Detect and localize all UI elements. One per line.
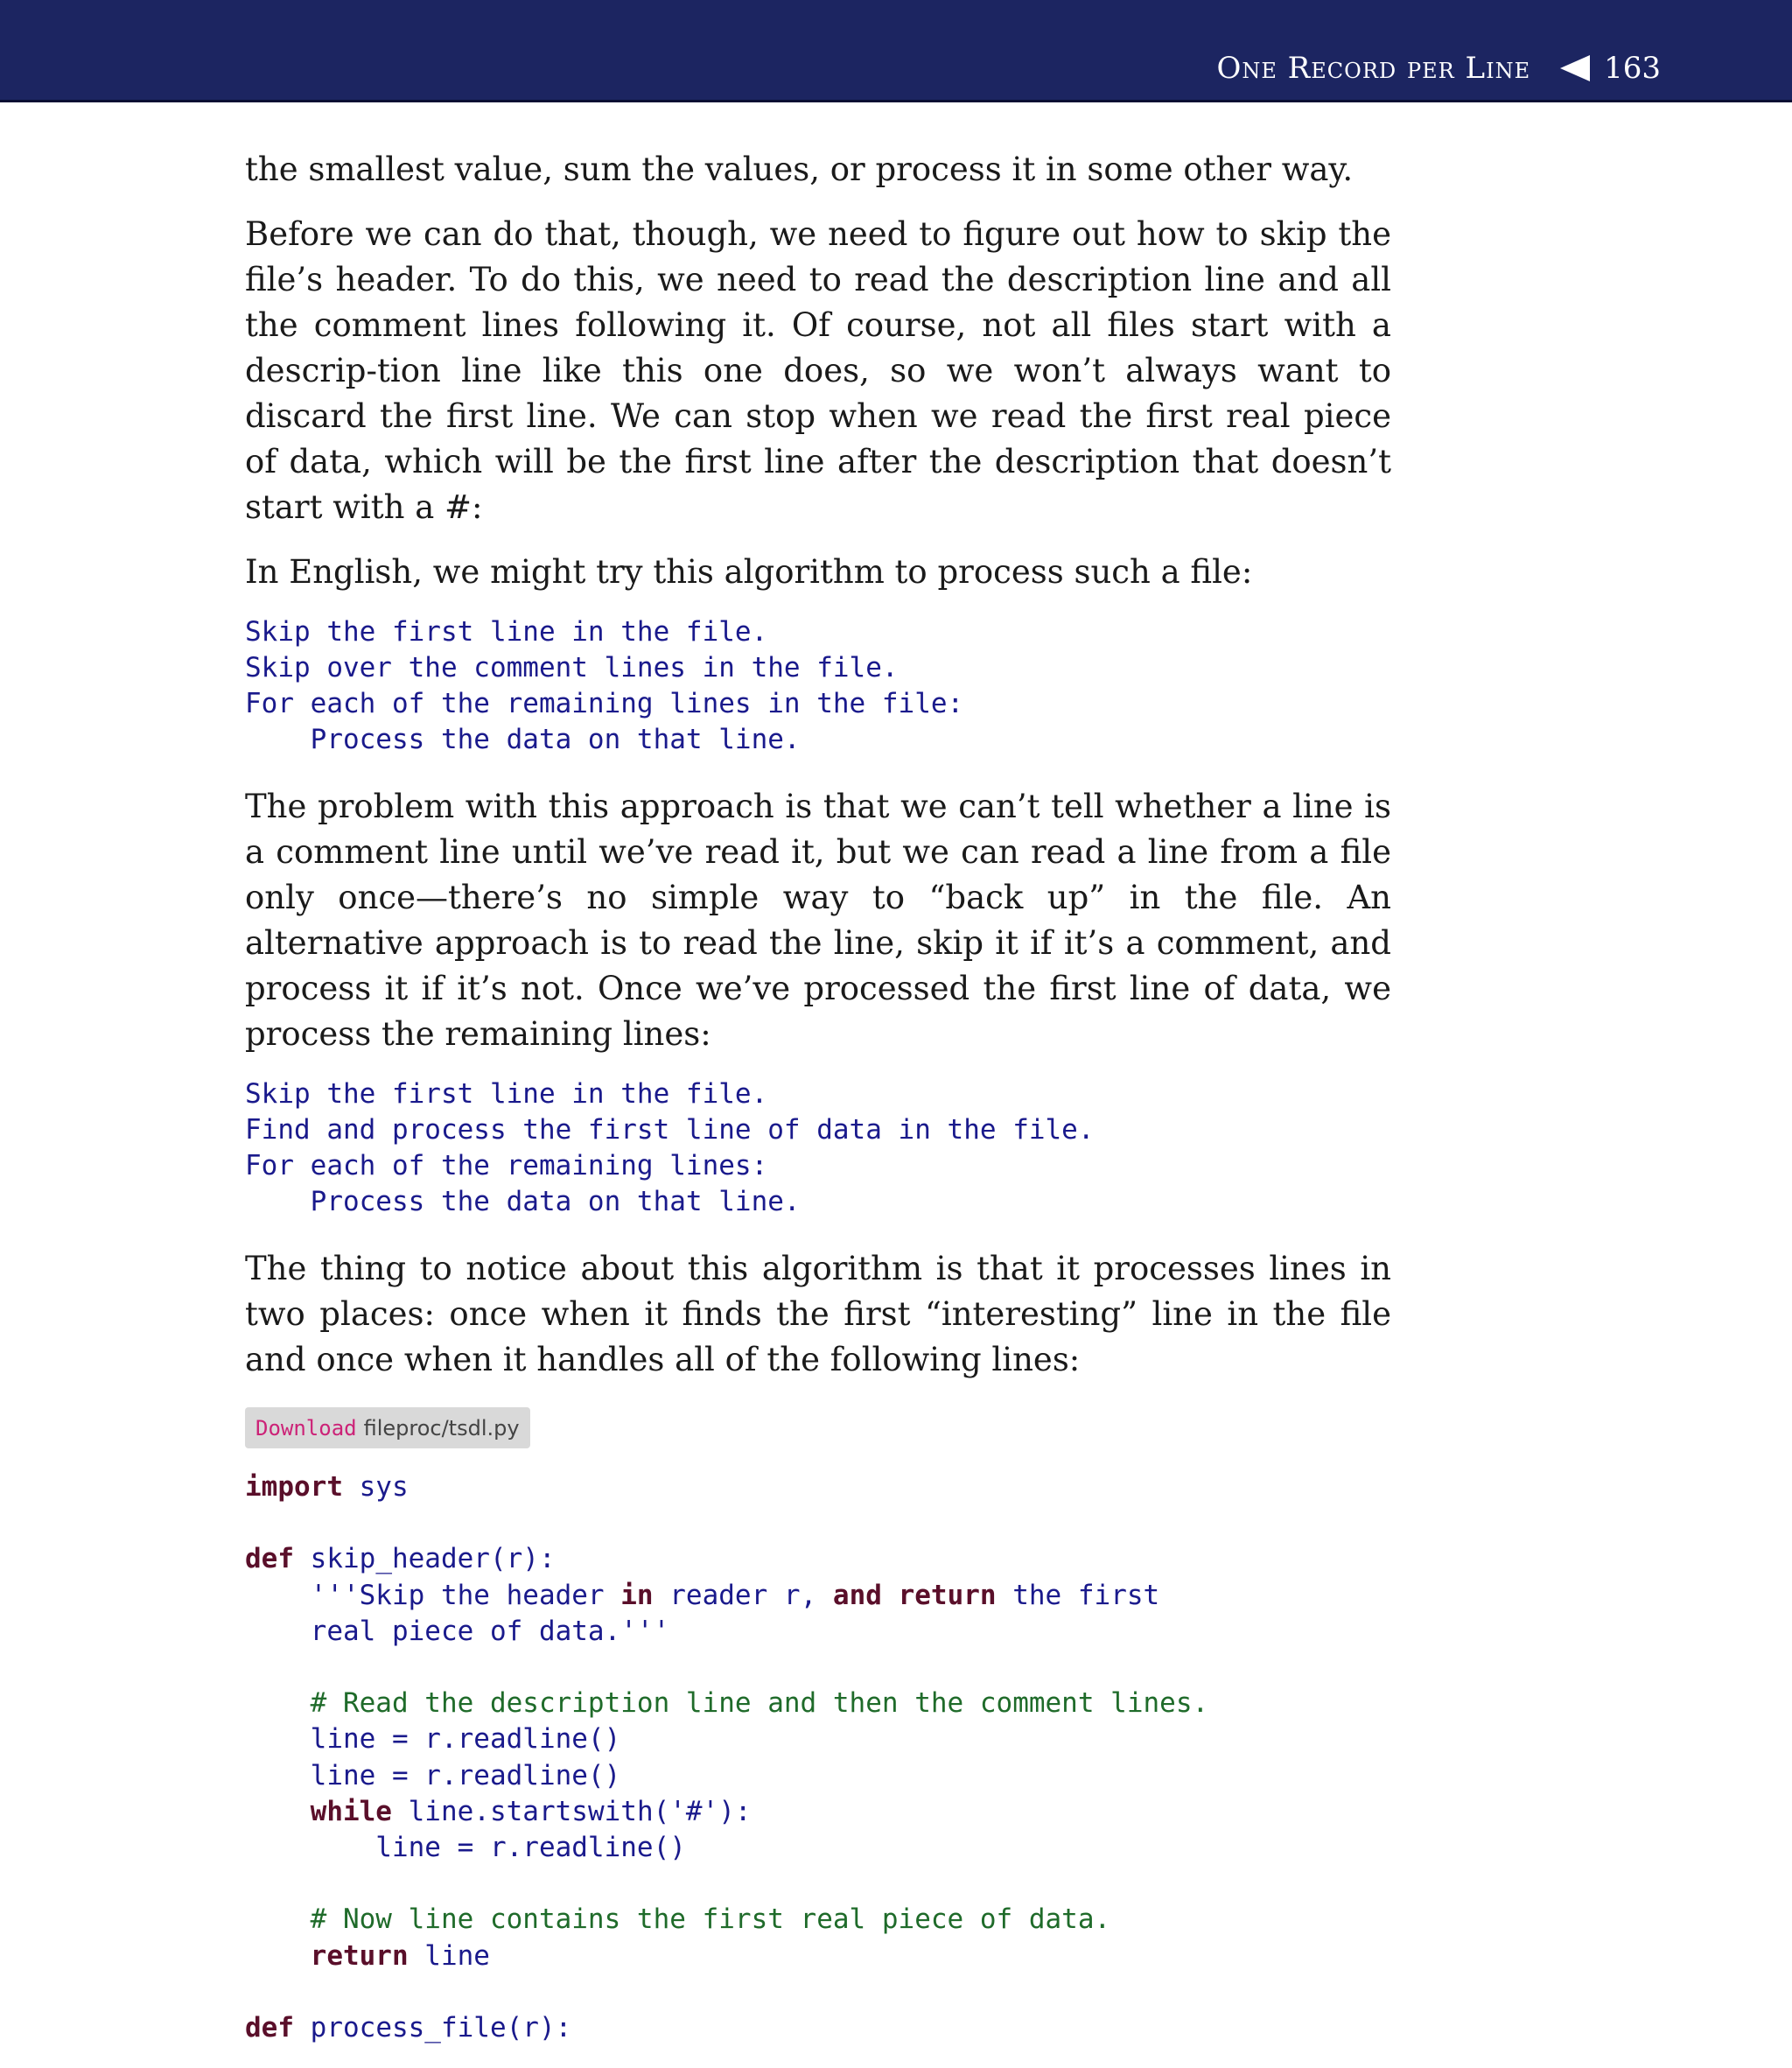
download-label: Download: [256, 1416, 357, 1441]
code-token: reader r,: [653, 1579, 833, 1611]
running-header: [0, 0, 1792, 102]
code-token: line = r.readline(): [245, 1759, 621, 1791]
paragraph-5: The thing to notice about this algorithm is that it processes lines in two places: once when it finds the first “interesting” line in the file and once when it handles all of the following lines:: [245, 1250, 1391, 1378]
code-token: return: [310, 1939, 409, 1972]
algorithm-1-line: For each of the remaining lines in the file:: [245, 688, 964, 719]
code-token: [245, 1940, 311, 1972]
paragraph-1: the smallest value, sum the values, or process it in some other way.: [245, 151, 1354, 188]
algorithm-block-1: [245, 614, 1391, 758]
code-line: [245, 1541, 1391, 1577]
code-line: [245, 1758, 1391, 1794]
code-token: [245, 1796, 311, 1827]
code-line: [245, 1866, 1391, 1902]
download-link[interactable]: [245, 1407, 530, 1448]
algorithm-2-line: Find and process the first line of data in the file.: [245, 1114, 1095, 1146]
paragraph-4: The problem with this approach is that we can’t tell whether a line is a comment line until we’ve read it, but we can read a line from a file only once—there’s no simple way to “back up” in the file. An alternative approach is to read the line, skip it if it’s a comment, and process it if it’s not. Once we’ve processed the first line of data, we process the remaining lines:: [245, 788, 1391, 1053]
code-token: line.startswith('#'):: [391, 1795, 752, 1827]
code-token: import: [245, 1471, 343, 1503]
code-line: [245, 1830, 1391, 1866]
algorithm-2-line: For each of the remaining lines:: [245, 1150, 768, 1181]
code-listing: [245, 1469, 1391, 2046]
paragraph-3: In English, we might try this algorithm to process such a file:: [245, 553, 1253, 591]
page-body: [245, 147, 1391, 2046]
algorithm-2-line: Process the data on that line.: [245, 1186, 801, 1217]
code-token: line = r.readline(): [245, 1723, 621, 1756]
code-line: [245, 1578, 1391, 1614]
code-token: and: [832, 1579, 882, 1611]
code-token: # Read the description line and then the comment lines.: [245, 1687, 1209, 1720]
paragraph-2: Before we can do that, though, we need to figure out how to skip the file’s header. To do this, we need to read the description line and all the comment lines following it. Of course, not all files start with a descrip-tion line like this one does, so we won’t always want to discard the first line. We can stop when we read the first real piece of data, which will be the first line after the description that doesn’t start with a #:: [245, 215, 1391, 526]
code-token: skip_header(r):: [294, 1543, 556, 1575]
code-line: [245, 1650, 1391, 1686]
algorithm-2-line: Skip the first line in the file.: [245, 1078, 768, 1110]
code-line: [245, 1505, 1391, 1541]
code-token: def: [245, 2011, 294, 2043]
code-line: [245, 1902, 1391, 1938]
code-line: [245, 1614, 1391, 1650]
code-token: return: [898, 1579, 997, 1611]
code-line: [245, 2010, 1391, 2046]
code-line: [245, 1686, 1391, 1721]
code-line: [245, 1974, 1391, 2010]
code-token: line = r.readline(): [245, 1832, 686, 1863]
code-token: sys: [342, 1471, 409, 1503]
code-token: def: [245, 1543, 294, 1575]
header-content: [1216, 51, 1661, 86]
code-line: [245, 1721, 1391, 1757]
code-line: [245, 1469, 1391, 1505]
code-line: [245, 1794, 1391, 1830]
running-title: One Record per Line: [1216, 51, 1531, 86]
algorithm-1-line: Process the data on that line.: [245, 724, 801, 755]
code-token: [882, 1580, 899, 1611]
code-token: line: [408, 1939, 490, 1972]
code-token: process_file(r):: [294, 2011, 572, 2043]
code-token: # Now line contains the first real piece of data.: [245, 1903, 1111, 1936]
code-token: the first: [996, 1579, 1160, 1611]
download-file-path: fileproc/tsdl.py: [363, 1416, 520, 1441]
left-arrow-icon: [1560, 55, 1590, 81]
code-token: real piece of data.''': [245, 1615, 670, 1647]
page-number: 163: [1604, 51, 1661, 86]
algorithm-1-line: Skip over the comment lines in the file.: [245, 652, 899, 683]
code-line: [245, 1938, 1391, 1974]
algorithm-1-line: Skip the first line in the file.: [245, 616, 768, 648]
code-token: in: [620, 1579, 654, 1611]
code-token: '''Skip the header: [245, 1579, 621, 1611]
code-token: while: [310, 1795, 392, 1827]
algorithm-block-2: [245, 1076, 1391, 1220]
